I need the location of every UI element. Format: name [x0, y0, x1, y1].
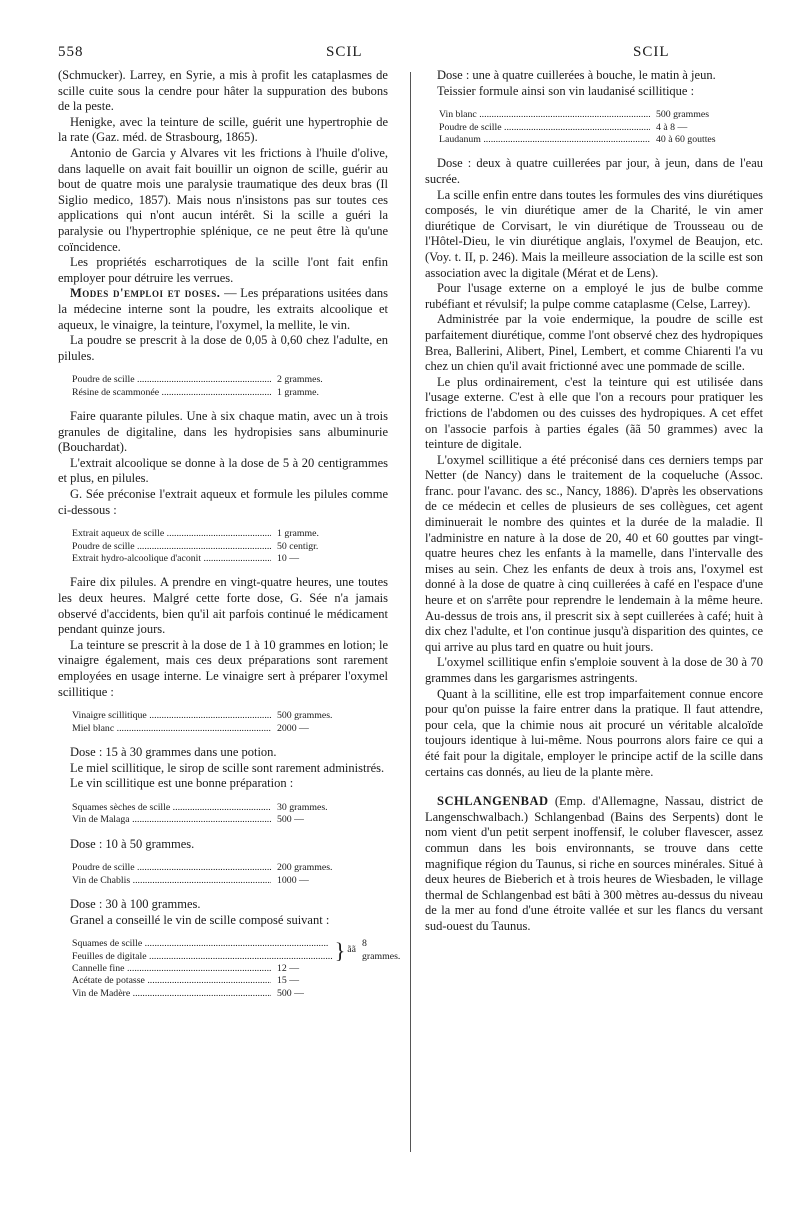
- paragraph: Dose : 30 à 100 grammes.: [70, 897, 201, 912]
- paragraph: Dose : une à quatre cuillerées à bouche, le matin à jeun.: [437, 68, 716, 82]
- recipe-table: [439, 109, 751, 146]
- paragraph: Le miel scillitique, le sirop de scille sont rarement administrés.: [70, 760, 385, 775]
- page-number: 558: [58, 44, 84, 60]
- recipe-row: Vin de Chablis ..... 1000 —: [72, 875, 372, 887]
- recipe-row: Feuilles de digitale .....: [72, 951, 333, 963]
- paragraph: La scille enfin entre dans toutes les formules des vins diurétiques composés, le vin diurétique amer de la Charité, le vin amer diurétique de Corvisart, le vin diurétique de Trousseau ou de l'Hôtel-Dieu, le vin diurétique anglais, l'oxymel de Beaujon, etc. (Voy. t. II, p. 246). Mais la meilleure association de la scille est son association avec la digitale (Mérat et de Lens).: [425, 187, 763, 280]
- paragraph: Antonio de Garcia y Alvares vit les frictions à l'huile d'olive, dans laquelle on avait fait bouillir un oignon de scille, guérir au bout de quatre mois une paralysie traumatique des deux bras (Il Siglio medico, 1857). Mais nous n'insistons pas sur toutes ces applications qui n'ont aucun intérêt. Si la scille a guéri la paralysie ou l'hypertrophie splénique, ce ne peut être là qu'une coïncidence.: [58, 145, 388, 254]
- paragraph: [58, 286, 388, 333]
- recipe-row: Vinaigre scillitique ..... 500 grammes.: [72, 710, 372, 722]
- paragraph: Henigke, avec la teinture de scille, guérit une hypertrophie de la rate (Gaz. méd. de Strasbourg, 1865).: [58, 114, 388, 145]
- paragraph: Pour l'usage externe on a employé le jus de bulbe comme rubéfiant et révulsif; la pulpe comme cataplasme (Celse, Larrey).: [425, 281, 763, 311]
- paragraph: [425, 794, 763, 934]
- recipe-table: [72, 802, 372, 827]
- recipe-row: Vin blanc ..... 500 grammes: [439, 109, 751, 121]
- recipe-table: [72, 862, 372, 887]
- entry-heading: SCHLANGENBAD: [437, 794, 549, 809]
- paragraph: Faire quarante pilules. Une à six chaque matin, avec un à trois granules de digitaline, dans les hydropisies sans albuminurie (Bouchardat).: [58, 409, 388, 455]
- recipe-row: Poudre de scille ..... 4 à 8 —: [439, 122, 751, 134]
- recipe-row: Poudre de scille ..... 200 grammes.: [72, 862, 372, 874]
- paragraph: Granel a conseillé le vin de scille composé suivant :: [70, 912, 330, 927]
- paragraph: Faire dix pilules. A prendre en vingt-quatre heures, une toutes les deux heures. Malgré cette forte dose, G. Sée n'a jamais observé d'accidents, bien qu'il ait parfois continué le médicament pendant quinze jours.: [58, 575, 388, 637]
- recipe-row: Résine de scammonée ..... 1 gramme.: [72, 387, 372, 399]
- recipe-row: Vin de Madère ..... 500 —: [72, 988, 372, 1000]
- recipe-row: Cannelle fine ..... 12 —: [72, 963, 372, 975]
- paragraph: Dose : 10 à 50 grammes.: [70, 836, 195, 851]
- left-column: [58, 68, 401, 1010]
- paragraph: Quant à la scillitine, elle est trop imparfaitement connue encore pour qu'on puisse la faire entrer dans la pratique. Il faut attendre, pour cela, que la chimie nous ait procuré un véritable alcaloïde toujours identique à lui-même. Nous pourrons alors faire ce qui a été fait pour la digitale, employer le principe actif de la scille dans certains cas donnés, au lieu de la plante mère.: [425, 686, 763, 779]
- running-title-left: SCIL: [326, 44, 363, 60]
- paragraph: Les propriétés escharrotiques de la scille l'ont fait enfin employer pour détruire les verrues.: [58, 255, 388, 285]
- recipe-qty: 8 grammes.: [361, 938, 401, 962]
- running-header: [58, 44, 742, 64]
- recipe-row: Squames sèches de scille ..... 30 grammes.: [72, 802, 372, 814]
- recipe-table: [72, 528, 372, 565]
- paragraph: L'extrait alcoolique se donne à la dose de 5 à 20 centigrammes et plus, en pilules.: [58, 455, 388, 486]
- recipe-table: [72, 937, 401, 1000]
- paragraph: Teissier formule ainsi son vin laudanisé scillitique :: [437, 83, 695, 98]
- paragraph: La teinture se prescrit à la dose de 1 à 10 grammes en lotion; le vinaigre également, mais ces deux préparations sont rarement employées en usage interne. Le vinaigre sert à préparer l'oxymel scillitique :: [58, 637, 388, 699]
- right-column: [425, 68, 763, 935]
- paragraph: G. Sée préconise l'extrait aqueux et formule les pilules comme ci-dessous :: [58, 487, 388, 517]
- paragraph: L'oxymel scillitique a été préconisé dans ces derniers temps par Netter (de Nancy) dans le traitement de la coqueluche (Assoc. franc. pour l'avanc. des sc., Nancy, 1886). D'après les observations de ce médecin et celles de plusieurs de ses collègues, cet agent diminuerait le nombre des quintes et la durée de la maladie. Il l'administre en nature à la dose de 20, 40 et 60 gouttes par vingt-quatre heures chez les enfants à la mamelle, dans l'intervalle des mises au sein. Chez les enfants de deux à trois ans, l'oxymel est donné à la dose de quatre à cinq cuillerées à café en l'espace d'une heure et on s'arrête pour reprendre le lendemain à la même heure. Au-dessus de trois ans, il prescrit six à sept cuillerées à café; huit à dix chez l'adulte, et l'on continue jusqu'à disparition des quintes, ce qui arrive au plus tard en quatre ou huit jours.: [425, 452, 763, 654]
- recipe-group: [72, 937, 401, 963]
- brace-mark: }: [334, 937, 346, 963]
- recipe-row: Vin de Malaga ..... 500 —: [72, 814, 372, 826]
- recipe-table: [72, 374, 372, 399]
- recipe-row: Extrait hydro-alcoolique d'aconit ..... 10 —: [72, 553, 372, 565]
- recipe-row: Extrait aqueux de scille ..... 1 gramme.: [72, 528, 372, 540]
- paragraph-text: (Emp. d'Allemagne, Nassau, district de Langenschwalbach.) Schlangenbad (Bains des Serpents) dont le nom vient d'un petit serpent inoffensif, le coluber flavescer, assez commun dans les bois environnants, se trouve dans cette magnifique région du Taunus, si riche en sources minérales. Situé à deux heures de Bieberich et à trois heures de Wiesbaden, le village thermal de Schlangenbad est bâti à 300 mètres au-dessus du niveau de la mer au fond d'une étroite vallée et sur les flancs du versant sud-ouest du Taunus.: [425, 794, 763, 933]
- recipe-row: Laudanum ..... 40 à 60 gouttes: [439, 134, 751, 146]
- paragraph: L'oxymel scillitique enfin s'emploie souvent à la dose de 30 à 70 grammes dans les gargarismes astringents.: [425, 655, 763, 685]
- ana-mark: ãã: [347, 944, 356, 956]
- paragraph: Administrée par la voie endermique, la poudre de scille est parfaitement diurétique, comme l'ont observé chez des hydropiques Brea, Ballerini, Alibert, Pinel, Lembert, et comme Chiarenti l'a vu chez un chien qu'il avait frictionné avec une pommade de scille.: [425, 312, 763, 374]
- paragraph: Dose : deux à quatre cuillerées par jour, à jeun, dans de l'eau sucrée.: [425, 156, 763, 186]
- paragraph: Dose : 15 à 30 grammes dans une potion.: [70, 745, 277, 760]
- section-heading: Modes d'emploi et doses.: [70, 286, 221, 301]
- recipe-row: Poudre de scille ..... 2 grammes.: [72, 374, 372, 386]
- column-rule: [410, 72, 411, 1152]
- paragraph: La poudre se prescrit à la dose de 0,05 à 0,60 chez l'adulte, en pilules.: [58, 333, 388, 363]
- paragraph: Le vin scillitique est une bonne préparation :: [70, 776, 294, 791]
- paragraph: (Schmucker). Larrey, en Syrie, a mis à profit les cataplasmes de scille cuite sous la cendre pour hâter la suppuration des bubons de la peste.: [58, 68, 388, 114]
- recipe-row: Poudre de scille ..... 50 centigr.: [72, 541, 372, 553]
- recipe-row: Squames de scille .....: [72, 938, 333, 950]
- recipe-table: [72, 710, 372, 735]
- recipe-row: Miel blanc ..... 2000 —: [72, 723, 372, 735]
- paragraph-text: — Les préparations usitées dans la médecine interne sont la poudre, les extraits alcoolique et aqueux, le vinaigre, la teinture, l'oxymel, la mellite, le vin.: [58, 286, 388, 332]
- paragraph: Le plus ordinairement, c'est la teinture qui est utilisée dans l'usage externe. C'est à elle que l'on a recours pour pratiquer les frictions de l'abdomen ou des cuisses des hydropiques. A cet effet on l'associe parfois à parties égales (ãã 50 grammes) avec la teinture de digitale.: [425, 374, 763, 452]
- recipe-row: Acétate de potasse ..... 15 —: [72, 975, 372, 987]
- running-title-right: SCIL: [633, 44, 670, 60]
